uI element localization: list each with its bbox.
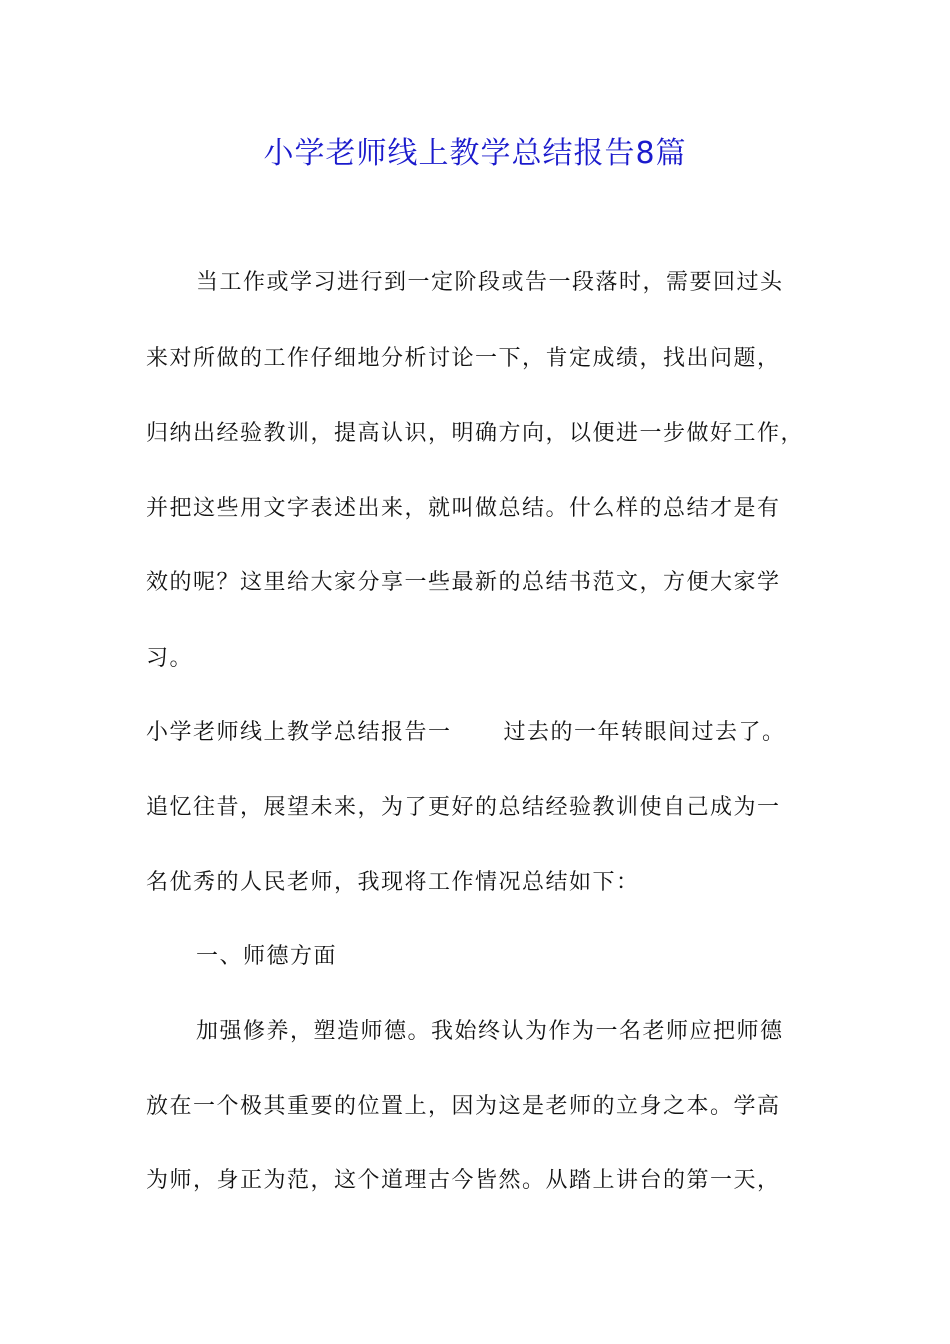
section-1-line: [146, 718, 786, 748]
body-line-3: 为师，身正为范，这个道理古今皆然。从踏上讲台的第一天，: [146, 1168, 781, 1193]
body-line-1: 加强修养，塑造师德。我始终认为作为一名老师应把师德: [196, 1019, 784, 1044]
intro-line-1: 当工作或学习进行到一定阶段或告一段落时，需要回过头: [196, 270, 784, 295]
intro-line-6: 习。: [146, 646, 194, 671]
section-1-first-sentence: 过去的一年转眼间过去了。: [503, 720, 786, 745]
section-1-heading: 小学老师线上教学总结报告一: [146, 720, 452, 745]
body-line-2: 放在一个极其重要的位置上，因为这是老师的立身之本。学高: [146, 1094, 781, 1119]
subheading: 一、师德方面: [196, 944, 338, 969]
document-title: 小学老师线上教学总结报告8篇: [263, 136, 687, 171]
section-1-line-2: 追忆往昔，展望未来，为了更好的总结经验教训使自己成为一: [146, 795, 781, 820]
intro-line-3: 归纳出经验教训，提高认识，明确方向，以便进一步做好工作，: [146, 421, 805, 446]
intro-line-5: 效的呢？这里给大家分享一些最新的总结书范文，方便大家学: [146, 570, 781, 595]
intro-line-4: 并把这些用文字表述出来，就叫做总结。什么样的总结才是有: [146, 496, 781, 521]
intro-line-2: 来对所做的工作仔细地分析讨论一下，肯定成绩，找出问题，: [146, 346, 781, 371]
section-1-line-3: 名优秀的人民老师，我现将工作情况总结如下：: [146, 870, 640, 895]
